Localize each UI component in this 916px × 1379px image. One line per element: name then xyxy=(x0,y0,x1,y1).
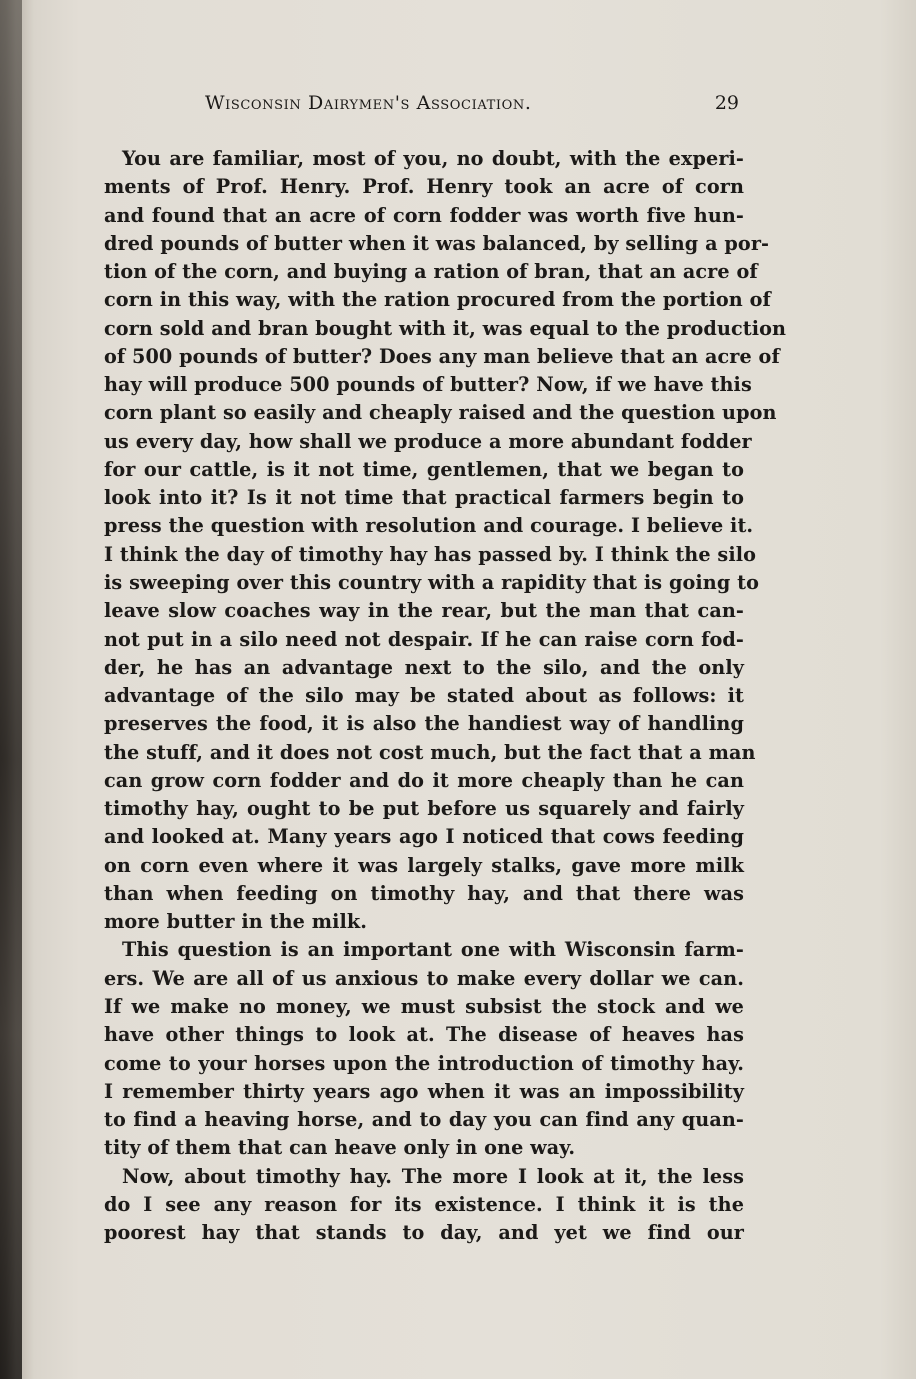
page-number: 29 xyxy=(714,92,739,114)
text-line: press the question with resolution and courage. I believe it. xyxy=(104,514,754,538)
text-line: the stuff, and it does not cost much, but the fact that a man xyxy=(104,740,756,764)
text-line: ments of Prof. Henry. Prof. Henry took an acre of corn xyxy=(104,175,744,199)
text-line: on corn even where it was largely stalks, gave more milk xyxy=(104,853,744,877)
text-line: You are familiar, most of you, no doubt, with the experi- xyxy=(122,147,744,170)
text-line: and looked at. Many years ago I noticed that cows feeding xyxy=(104,825,744,849)
text-line: for our cattle, is it not time, gentlemen, that we began to xyxy=(104,457,744,481)
body-text xyxy=(104,145,787,1247)
text-line: have other things to look at. The disease of heaves has xyxy=(104,1023,744,1047)
text-line: is sweeping over this country with a rapidity that is going to xyxy=(104,570,759,594)
text-line: more butter in the milk. xyxy=(104,910,368,934)
text-line: I remember thirty years ago when it was an impossibility xyxy=(104,1079,744,1103)
text-line: corn plant so easily and cheaply raised and the question upon xyxy=(104,401,777,425)
text-line: This question is an important one with Wisconsin farm- xyxy=(122,938,744,962)
text-line: Now, about timothy hay. The more I look at it, the less xyxy=(122,1164,744,1188)
text-line: not put in a silo need not despair. If he can raise corn fod- xyxy=(104,627,744,651)
text-line: tion of the corn, and buying a ration of bran, that an acre of xyxy=(104,260,758,284)
text-line: dred pounds of butter when it was balanced, by selling a por- xyxy=(104,231,770,255)
text-line: look into it? Is it not time that practical farmers begin to xyxy=(104,486,744,510)
text-line: come to your horses upon the introduction of timothy hay. xyxy=(104,1051,744,1075)
text-line: of 500 pounds of butter? Does any man believe that an acre of xyxy=(104,344,780,368)
text-line: ers. We are all of us anxious to make every dollar we can. xyxy=(104,966,744,990)
page-header xyxy=(105,92,745,126)
text-line: to find a heaving horse, and to day you can find any quan- xyxy=(104,1108,744,1132)
text-line: I think the day of timothy hay has passed by. I think the silo xyxy=(104,542,757,566)
text-line: than when feeding on timothy hay, and that there was xyxy=(104,881,744,905)
text-line: can grow corn fodder and do it more cheaply than he can xyxy=(104,768,744,792)
text-line: der, he has an advantage next to the silo, and the only xyxy=(104,655,744,679)
text-line: tity of them that can heave only in one way. xyxy=(104,1136,576,1160)
text-line: and found that an acre of corn fodder was worth five hun- xyxy=(104,203,744,227)
text-line: corn sold and bran bought with it, was equal to the production xyxy=(104,316,787,340)
text-line: timothy hay, ought to be put before us squarely and fairly xyxy=(104,797,744,821)
text-line: advantage of the silo may be stated about as follows: it xyxy=(104,684,744,708)
text-line: hay will produce 500 pounds of butter? Now, if we have this xyxy=(104,373,752,397)
text-line: do I see any reason for its existence. I think it is the xyxy=(104,1192,744,1216)
running-head: Wisconsin Dairymen's Association. xyxy=(205,92,532,114)
text-line: poorest hay that stands to day, and yet we find our xyxy=(104,1221,744,1245)
text-line: If we make no money, we must subsist the stock and we xyxy=(104,994,744,1018)
text-line: us every day, how shall we produce a more abundant fodder xyxy=(104,429,752,453)
text-line: preserves the food, it is also the handiest way of handling xyxy=(104,712,744,736)
text-line: corn in this way, with the ration procured from the portion of xyxy=(104,288,771,312)
book-spine-shadow xyxy=(0,0,22,1379)
text-line: leave slow coaches way in the rear, but the man that can- xyxy=(104,599,744,623)
